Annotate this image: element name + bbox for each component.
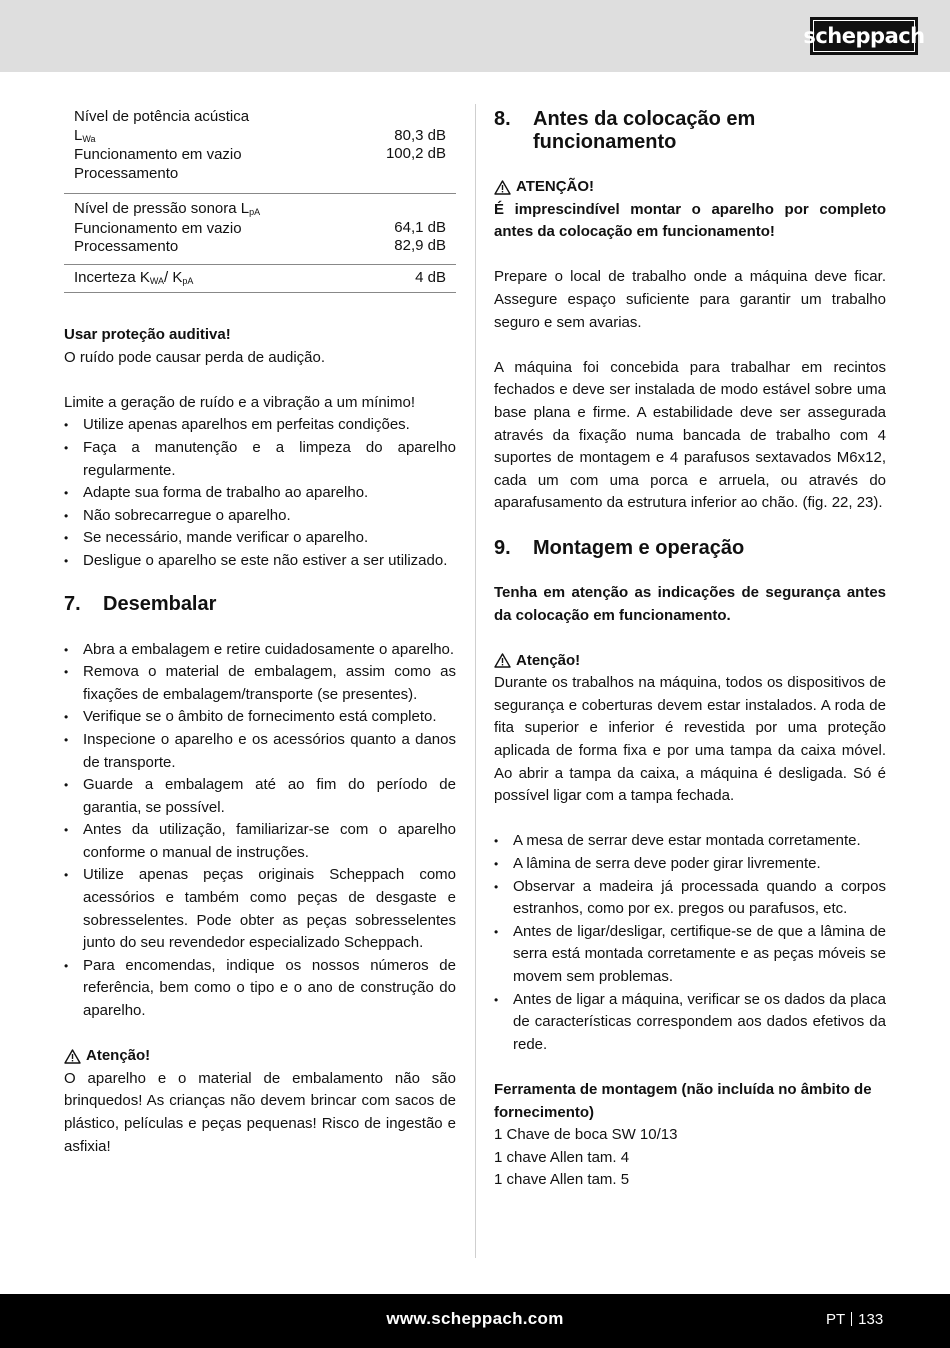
list-item: • Se necessário, mande verificar o aparelho. bbox=[64, 527, 456, 550]
uncertainty-value: 4 dB bbox=[353, 264, 456, 293]
sound-power-processing-label: Processamento bbox=[74, 164, 179, 182]
sound-pressure-idle-label: Funcionamento em vazio bbox=[74, 219, 242, 237]
warning-heading bbox=[494, 176, 886, 199]
table-cell-value bbox=[353, 194, 456, 265]
footer-url: www.scheppach.com bbox=[386, 1309, 564, 1328]
warning-title: ATENÇÃO! bbox=[516, 178, 595, 195]
hearing-protection-title: Usar proteção auditiva! bbox=[64, 326, 231, 343]
page-info bbox=[826, 1311, 883, 1328]
limit-noise-list bbox=[64, 414, 456, 572]
warning-text: Durante os trabalhos na máquina, todos os dispositivos de segurança e coberturas devem estar instalados. A roda de fita superior e inferior é revestida por uma proteção aplicada de forma fixa e por uma tampa da caixa móvel. Ao abrir a tampa da caixa, a máquina é desligada. Só é possível ligar com a tampa fechada. bbox=[494, 674, 886, 805]
header-bar bbox=[0, 0, 950, 72]
brand-logo bbox=[803, 17, 925, 55]
uncertainty-label: Incerteza $K_{WA}/$ $K_{pA}$ bbox=[64, 264, 353, 293]
sound-pressure-processing-label: Processamento bbox=[74, 238, 179, 255]
sound-pressure-title: Nível de pressão sonora $L_{pA}$ bbox=[74, 200, 261, 217]
list-item: • Antes de ligar/desligar, certifique-se de que a lâmina de serra está montada corretamente e as peças móveis se movem sem problemas. bbox=[494, 921, 886, 989]
list-item: • Abra a embalagem e retire cuidadosamente o aparelho. bbox=[64, 639, 456, 662]
warning-triangle-icon bbox=[64, 1049, 81, 1064]
limit-noise-title: Limite a geração de ruído e a vibração a um mínimo! bbox=[64, 393, 416, 411]
warning-text: O aparelho e o material de embalamento não são brinquedos! As crianças não devem brincar com sacos de plástico, películas e peças pequenas! Risco de ingestão e asfixia! bbox=[64, 1069, 456, 1155]
list-item: • Verifique se o âmbito de fornecimento está completo. bbox=[64, 706, 456, 729]
list-item: • A lâmina de serra deve poder girar livremente. bbox=[494, 853, 886, 876]
table-row bbox=[64, 264, 456, 293]
section-number: 8. bbox=[494, 108, 511, 130]
section-title: Antes da colocação em funcionamento bbox=[533, 108, 756, 153]
list-item: • Antes de ligar a máquina, verificar se os dados da placa de características correspondem aos dados efetivos da rede. bbox=[494, 989, 886, 1057]
table-row bbox=[64, 104, 456, 194]
warning-title: Atenção! bbox=[516, 651, 581, 669]
list-item: • Inspecione o aparelho e os acessórios quanto a danos de transporte. bbox=[64, 729, 456, 774]
table-cell-value bbox=[353, 104, 456, 194]
safety-intro: Tenha em atenção as indicações de segurança antes da colocação em funcionamento. bbox=[494, 583, 886, 624]
list-item: • Observar a madeira já processada quando a corpos estranhos, como por ex. pregos ou parafusos, etc. bbox=[494, 876, 886, 921]
tools-title: Ferramenta de montagem (não incluída no âmbito de fornecimento) bbox=[494, 1080, 872, 1121]
footer-bar bbox=[0, 1294, 950, 1348]
unpacking-list bbox=[64, 639, 456, 1023]
table-row bbox=[64, 194, 456, 265]
sound-power-idle-label: Funcionamento em vazio bbox=[74, 146, 242, 163]
sound-pressure-processing-value: 82,9 dB bbox=[394, 237, 446, 254]
list-item: • A mesa de serrar deve estar montada corretamente. bbox=[494, 830, 886, 853]
tool-item: 1 chave Allen tam. 5 bbox=[494, 1171, 630, 1189]
section-number: 9. bbox=[494, 536, 511, 559]
section-8-heading bbox=[494, 108, 886, 154]
warning-heading bbox=[64, 1045, 456, 1068]
sound-power-title: Nível de potência acústica bbox=[74, 108, 250, 125]
list-item: • Utilize apenas aparelhos em perfeitas condições. bbox=[64, 414, 456, 437]
page-number: 133 bbox=[858, 1311, 884, 1328]
list-item: • Antes da utilização, familiarizar-se com o aparelho conforme o manual de instruções. bbox=[64, 819, 456, 864]
section-9-heading bbox=[494, 537, 886, 560]
list-item: • Utilize apenas peças originais Scheppach como acessórios e também como peças de desgaste e sobresselentes. Pode obter as peças sobresselentes junto do seu revendedor especializado Scheppach. bbox=[64, 864, 456, 954]
hearing-protection-text: O ruído pode causar perda de audição. bbox=[64, 348, 326, 366]
section-title: Montagem e operação bbox=[533, 536, 745, 559]
operation-list bbox=[494, 830, 886, 1056]
workplace-paragraph: Prepare o local de trabalho onde a máquina deve ficar. Assegure espaço suficiente para garantir um trabalho seguro e sem avarias. bbox=[494, 268, 886, 331]
left-column bbox=[64, 104, 456, 1158]
tool-item: 1 Chave de boca SW 10/13 bbox=[494, 1126, 678, 1144]
column-divider bbox=[475, 104, 476, 1258]
list-item: • Remova o material de embalagem, assim como as fixações de embalagem/transporte (se presentes). bbox=[64, 661, 456, 706]
sound-power-symbol: $L_{Wa}$ bbox=[74, 126, 96, 144]
section-title: Desembalar bbox=[103, 592, 217, 615]
sound-power-idle-value: 80,3 dB bbox=[394, 126, 446, 144]
noise-table bbox=[64, 104, 456, 293]
language-code: PT bbox=[826, 1311, 846, 1328]
list-item: • Para encomendas, indique os nossos números de referência, bem como o tipo e o ano de construção do aparelho. bbox=[64, 955, 456, 1023]
installation-paragraph: A máquina foi concebida para trabalhar em recintos fechados e deve ser instalada de modo estável sobre uma base plana e firme. A estabilidade deve ser assegurada através da fixação numa bancada de trabalho com 4 suportes de montagem e 4 parafusos sextavados M6x12, cada um com uma porca e arruela, ou através do aparafusamento da estrutura inferior ao chão. (fig. 22, 23). bbox=[494, 358, 886, 512]
warning-text: É imprescindível montar o aparelho por completo antes da colocação em funcionamento! bbox=[494, 200, 886, 241]
tool-item: 1 chave Allen tam. 4 bbox=[494, 1148, 630, 1166]
list-item: • Guarde a embalagem até ao fim do período de garantia, se possível. bbox=[64, 774, 456, 819]
warning-triangle-icon bbox=[494, 653, 511, 668]
page-separator bbox=[851, 1312, 852, 1326]
warning-title: Atenção! bbox=[86, 1047, 151, 1065]
warning-heading bbox=[494, 650, 886, 673]
list-item: • Não sobrecarregue o aparelho. bbox=[64, 505, 456, 528]
list-item: • Desligue o aparelho se este não estiver a ser utilizado. bbox=[64, 550, 456, 573]
section-7-heading bbox=[64, 593, 456, 616]
list-item: • Adapte sua forma de trabalho ao aparelho. bbox=[64, 482, 456, 505]
sound-pressure-idle-value: 64,1 dB bbox=[394, 218, 446, 236]
table-cell-label bbox=[64, 104, 353, 194]
brand-logo-text: scheppach bbox=[803, 24, 925, 48]
sound-power-processing-value: 100,2 dB bbox=[385, 145, 446, 162]
right-column bbox=[494, 104, 886, 1192]
list-item: • Faça a manutenção e a limpeza do aparelho regularmente. bbox=[64, 437, 456, 482]
warning-triangle-icon bbox=[494, 180, 511, 195]
table-cell-label bbox=[64, 194, 353, 265]
section-number: 7. bbox=[64, 592, 81, 615]
